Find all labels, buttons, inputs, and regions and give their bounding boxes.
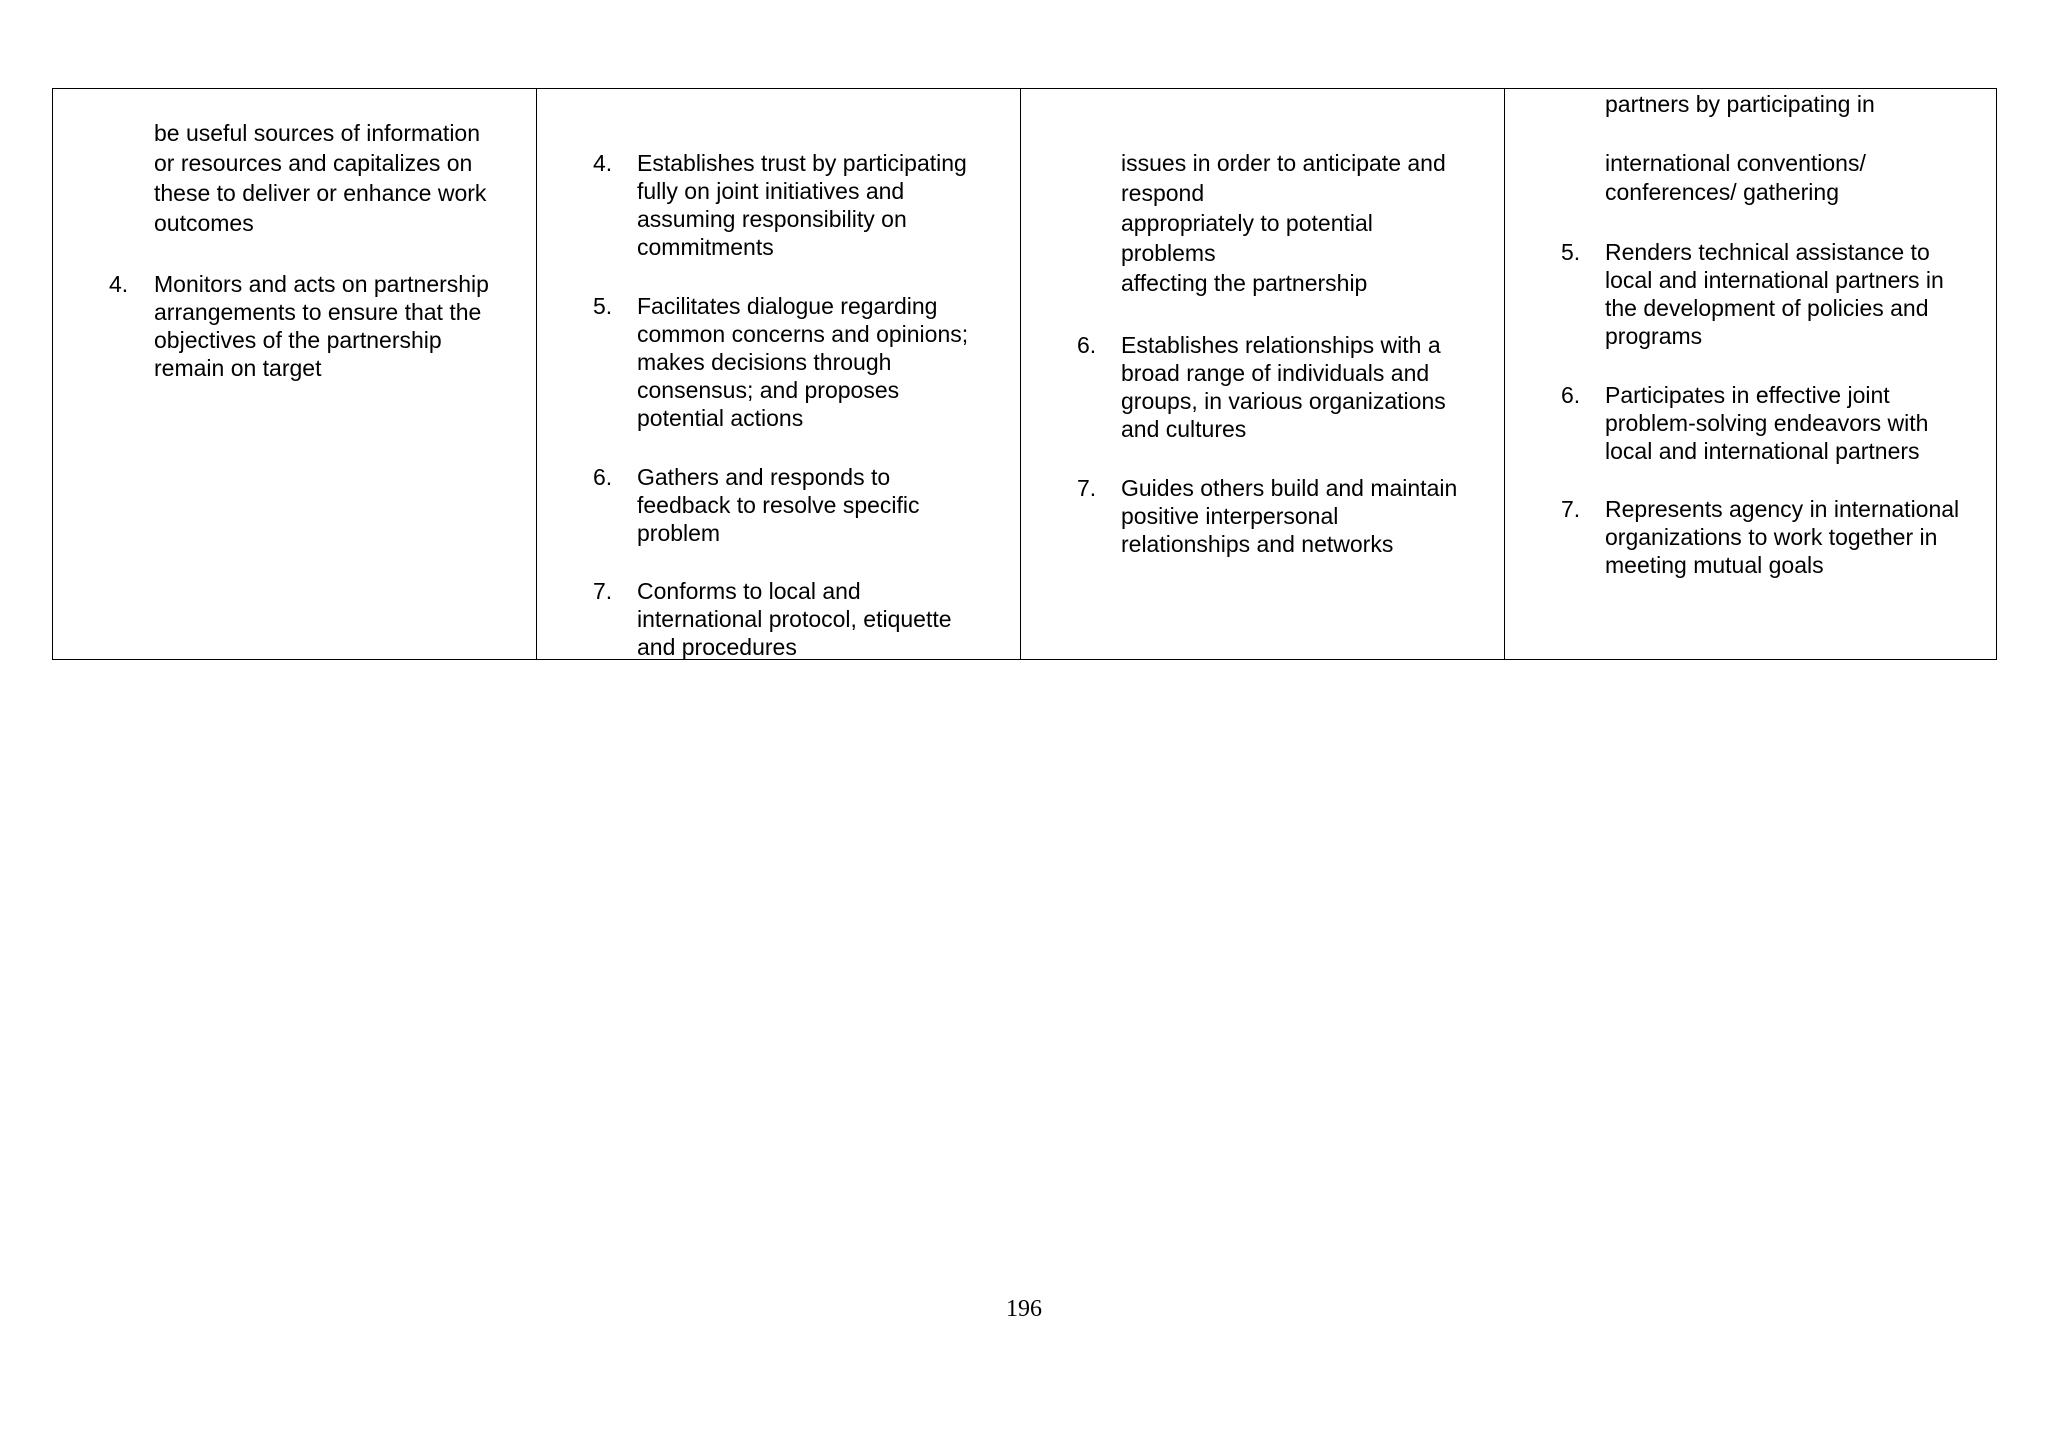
list-item-line: meeting mutual goals — [1605, 552, 1824, 578]
list-item-line: Establishes relationships with a — [1121, 332, 1441, 358]
list-item-number: 7. — [1561, 496, 1581, 522]
list-item-number: 7. — [593, 578, 613, 604]
list-item-line: consensus; and proposes — [637, 377, 900, 403]
list-item-line: and procedures — [637, 634, 797, 660]
page-number: 196 — [1006, 1296, 1042, 1322]
column-1-continuation-line: outcomes — [154, 210, 254, 236]
list-item-line: organizations to work together in — [1605, 524, 1938, 550]
list-item-line: the development of policies and — [1605, 295, 1929, 321]
column-4-continuation-line: partners by participating in — [1605, 91, 1875, 117]
list-item-line: Renders technical assistance to — [1605, 239, 1930, 265]
list-item-line: international protocol, etiquette — [637, 606, 952, 632]
list-item-line: potential actions — [637, 405, 804, 431]
list-item-line: positive interpersonal — [1121, 503, 1339, 529]
list-item-line: Guides others build and maintain — [1121, 475, 1458, 501]
list-item-number: 6. — [1561, 382, 1581, 408]
column-3-continuation-line: respond — [1121, 180, 1205, 206]
list-item-number: 5. — [593, 293, 613, 319]
list-item-line: assuming responsibility on — [637, 206, 907, 232]
list-item-line: problem-solving endeavors with — [1605, 410, 1929, 436]
list-item-line: Represents agency in international — [1605, 496, 1960, 522]
list-item-number: 4. — [109, 271, 129, 297]
list-item-line: local and international partners — [1605, 438, 1920, 464]
list-item-number: 5. — [1561, 239, 1581, 265]
list-item-line: arrangements to ensure that the — [154, 299, 482, 325]
column-3-continuation-line: affecting the partnership — [1121, 270, 1368, 296]
list-item-line: local and international partners in — [1605, 267, 1944, 293]
list-item-line: Facilitates dialogue regarding — [637, 293, 938, 319]
list-item-line: commitments — [637, 234, 774, 260]
column-4-continuation-line: international conventions/ — [1605, 150, 1866, 176]
column-1-continuation-line: be useful sources of information — [154, 120, 481, 146]
list-item-line: Monitors and acts on partnership — [154, 271, 489, 297]
list-item-number: 4. — [593, 150, 613, 176]
list-item-line: Establishes trust by participating — [637, 150, 967, 176]
column-divider — [1020, 89, 1021, 659]
column-1-continuation-line: these to deliver or enhance work — [154, 180, 487, 206]
list-item-line: objectives of the partnership — [154, 327, 442, 353]
list-item-number: 6. — [593, 464, 613, 490]
column-3-continuation-line: issues in order to anticipate and — [1121, 150, 1446, 176]
list-item-line: Conforms to local and — [637, 578, 861, 604]
list-item-number: 7. — [1077, 475, 1097, 501]
column-1-continuation-line: or resources and capitalizes on — [154, 150, 473, 176]
list-item-line: common concerns and opinions; — [637, 321, 969, 347]
list-item-line: Gathers and responds to — [637, 464, 891, 490]
list-item-line: remain on target — [154, 355, 322, 381]
column-3-continuation-line: appropriately to potential — [1121, 210, 1373, 236]
column-divider — [536, 89, 537, 659]
column-4-continuation-line: conferences/ gathering — [1605, 179, 1839, 205]
list-item-line: Participates in effective joint — [1605, 382, 1890, 408]
list-item-line: makes decisions through — [637, 349, 892, 375]
list-item-line: groups, in various organizations — [1121, 388, 1446, 414]
list-item-line: and cultures — [1121, 416, 1247, 442]
list-item-line: programs — [1605, 323, 1703, 349]
column-divider — [1504, 89, 1505, 659]
list-item-line: relationships and networks — [1121, 531, 1394, 557]
list-item-line: broad range of individuals and — [1121, 360, 1430, 386]
list-item-line: feedback to resolve specific — [637, 492, 920, 518]
list-item-line: problem — [637, 520, 721, 546]
list-item-number: 6. — [1077, 332, 1097, 358]
list-item-line: fully on joint initiatives and — [637, 178, 905, 204]
column-3-continuation-line: problems — [1121, 240, 1216, 266]
